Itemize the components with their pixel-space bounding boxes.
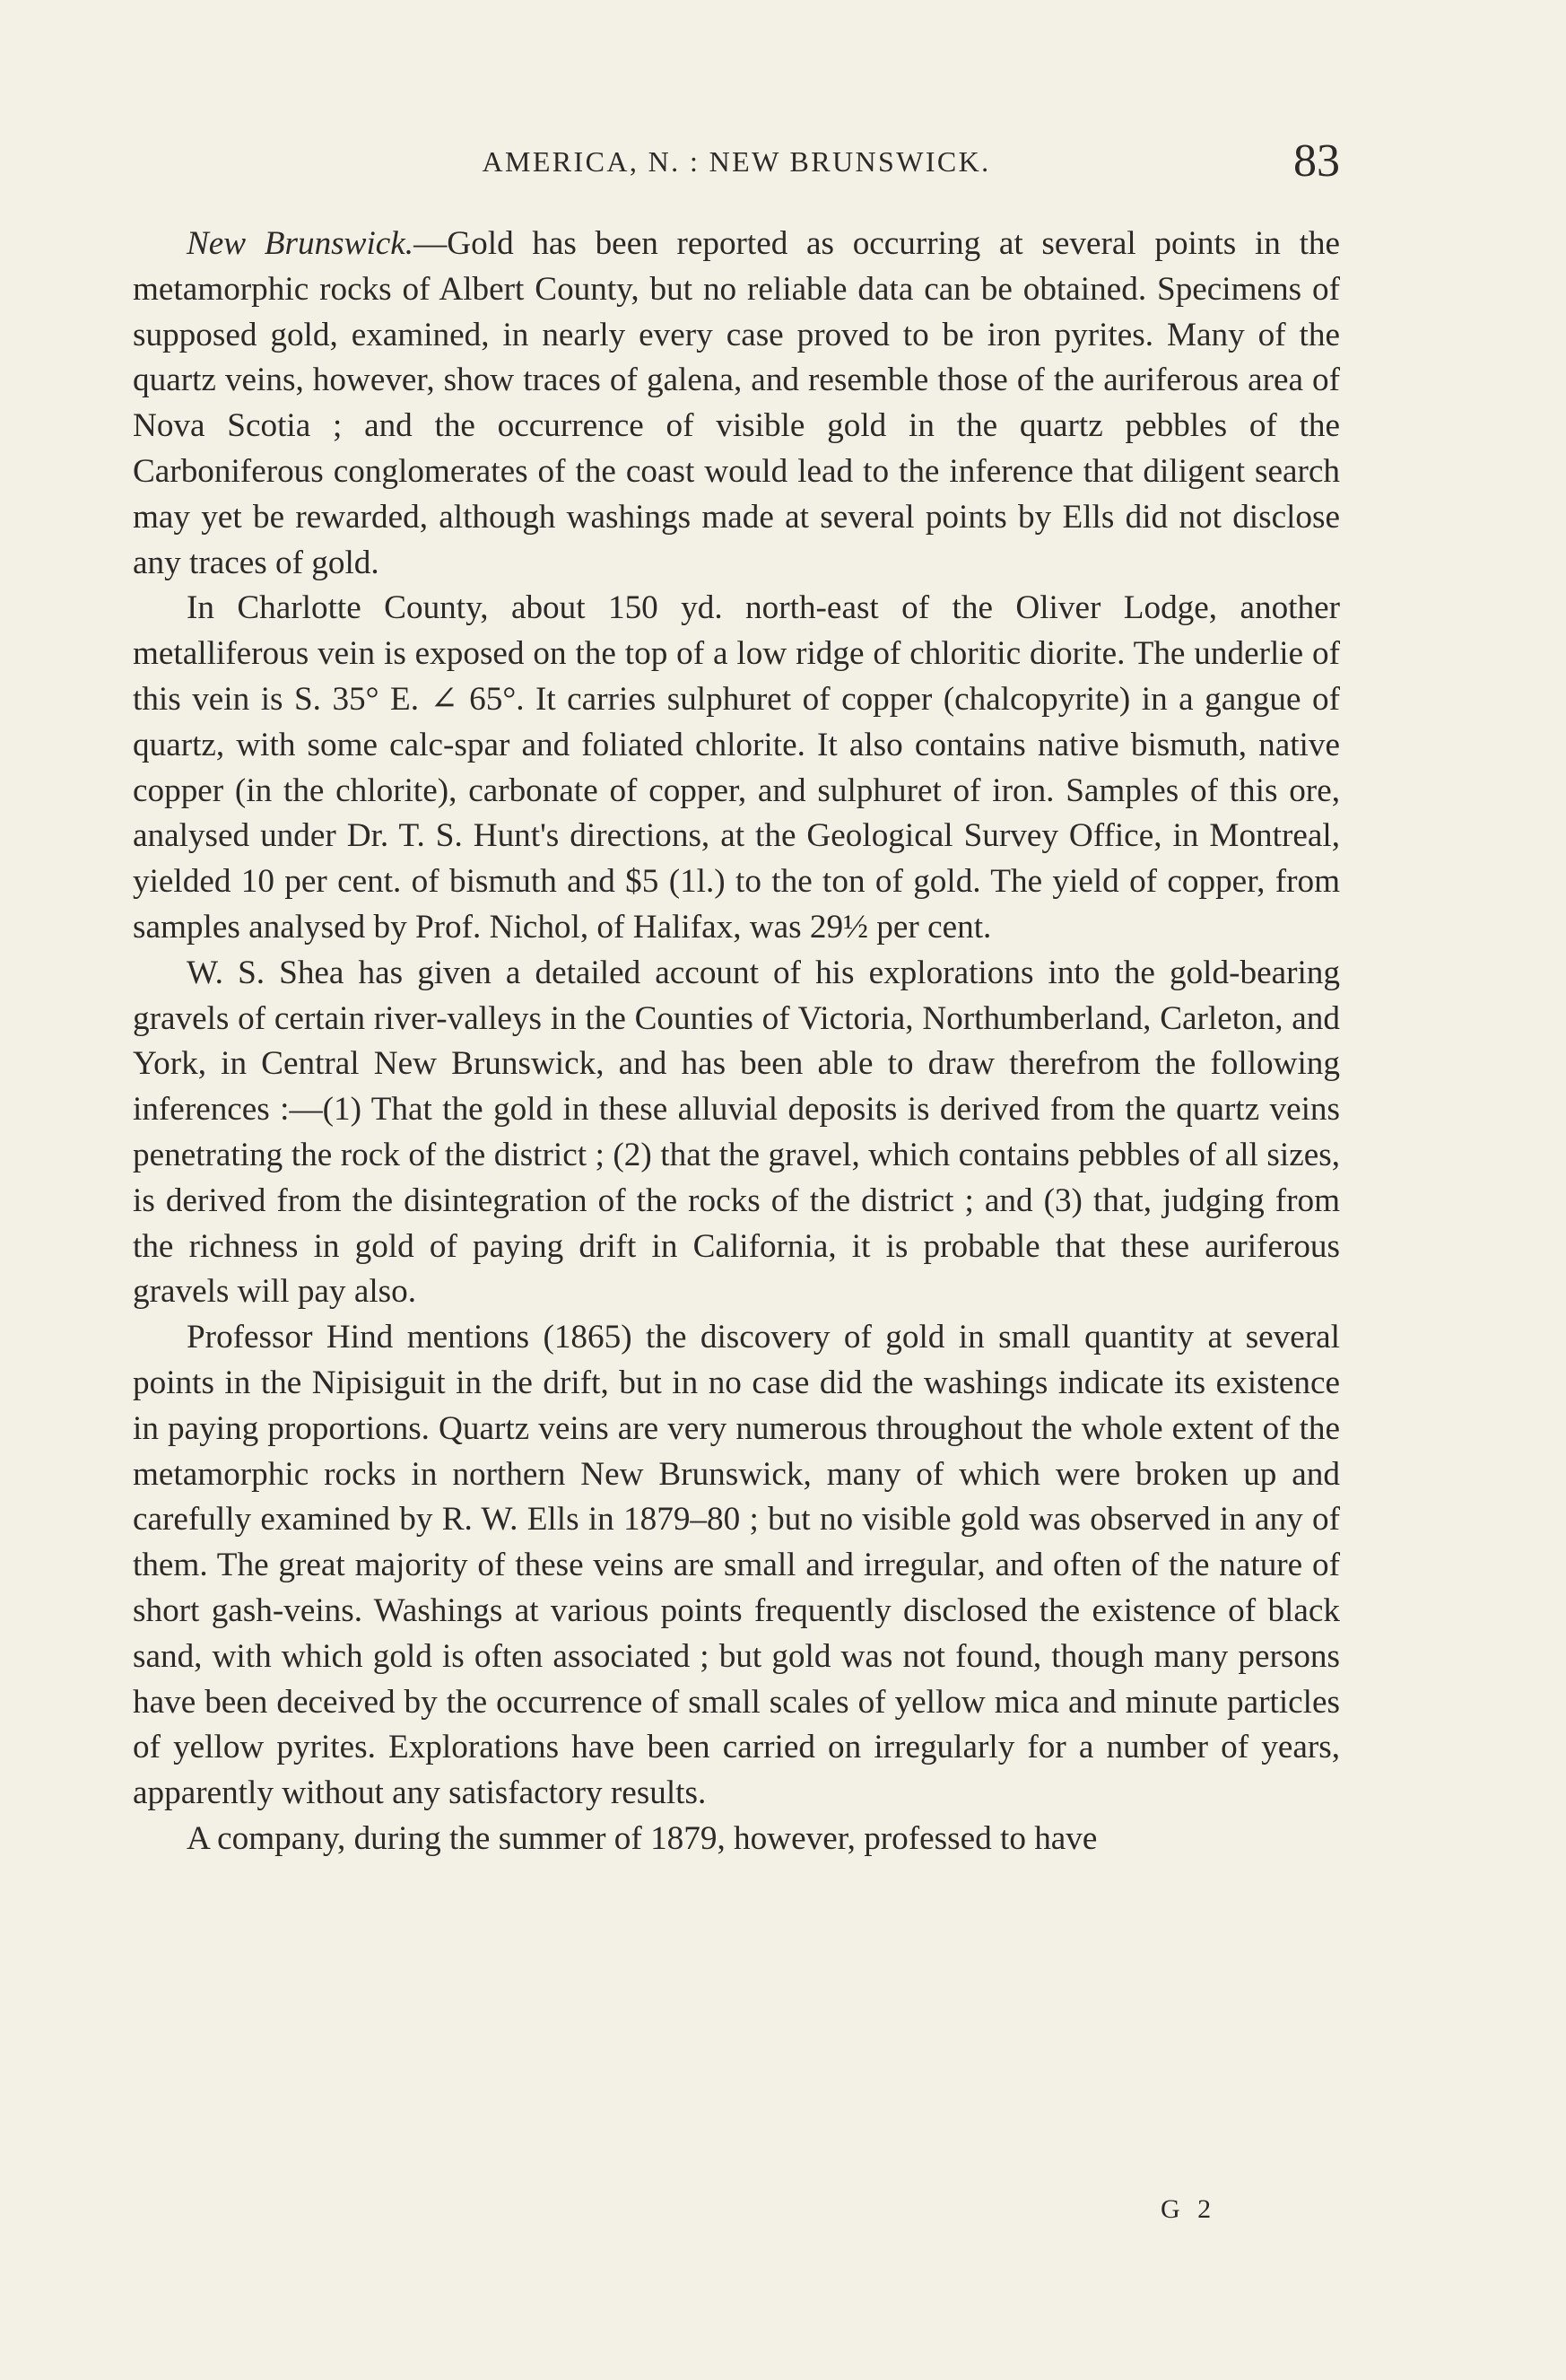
section-lead: New Brunswick. [187, 225, 414, 262]
body-text [133, 222, 1340, 1862]
paragraph-hind: Professor Hind mentions (1865) the discovery of gold in small quantity at several points in the Nipisiguit in the drift, but in no case did the washings indicate its existence in paying proportions. Quartz veins are very numerous throughout the whole extent of the metamorphic rocks in northern New Brunswick, many of which were broken up and carefully examined by R. W. Ells in 1879–80 ; but no visible gold was observed in any of them. The great majority of these veins are small and irregular, and often of the nature of short gash-veins. Washings at various points frequently disclosed the existence of black sand, with which gold is often associated ; but gold was not found, though many persons have been deceived by the occurrence of small scales of yellow mica and minute particles of yellow pyrites. Explorations have been carried on irregularly for a number of years, apparently without any satisfactory results. [133, 1319, 1340, 1812]
paragraph-shea: W. S. Shea has given a detailed account of his explorations into the gold-bearing gravels of certain river-valleys in the Counties of Victoria, Northumberland, Carleton, and York, in Central New Brunswick, and has been able to draw therefrom the following inferences :—(1) That the gold in these alluvial deposits is derived from the quartz veins penetrating the rock of the district ; (2) that the gravel, which contains pebbles of all sizes, is derived from the disintegration of the rocks of the district ; and (3) that, judging from the richness in gold of paying drift in California, it is probable that these auriferous gravels will pay also. [133, 954, 1340, 1311]
page-number: 83 [1293, 135, 1340, 187]
signature-mark: G 2 [1161, 2194, 1217, 2224]
paragraph-new-brunswick [133, 222, 1340, 586]
paragraph-company: A company, during the summer of 1879, however, professed to have [187, 1819, 1098, 1857]
running-title: AMERICA, N. : NEW BRUNSWICK. [482, 145, 991, 178]
paragraph-text: —Gold has been reported as occurring at several points in the metamorphic rocks of Albert County, but no reliable data can be obtained. Specimens of supposed gold, examined, in nearly every case proved to be iron pyrites. Many of the quartz veins, however, show traces of galena, and resemble those of the auriferous area of Nova Scotia ; and the occurrence of visible gold in the quartz pebbles of the Carboniferous conglomerates of the coast would lead to the inference that diligent search may yet be rewarded, although washings made at several points by Ells did not disclose any traces of gold. [133, 225, 1340, 581]
paragraph-charlotte-county: In Charlotte County, about 150 yd. north-east of the Oliver Lodge, another metalliferous vein is exposed on the top of a low ridge of chloritic diorite. The underlie of this vein is S. 35° E. ∠ 65°. It carries sulphuret of copper (chalcopyrite) in a gangue of quartz, with some calc-spar and foliated chlorite. It also contains native bismuth, native copper (in the chlorite), carbonate of copper, and sulphuret of iron. Samples of this ore, analysed under Dr. T. S. Hunt's directions, at the Geological Survey Office, in Montreal, yielded 10 per cent. of bismuth and $5 (1l.) to the ton of gold. The yield of copper, from samples analysed by Prof. Nichol, of Halifax, was 29½ per cent. [133, 589, 1340, 946]
running-head [133, 135, 1340, 197]
